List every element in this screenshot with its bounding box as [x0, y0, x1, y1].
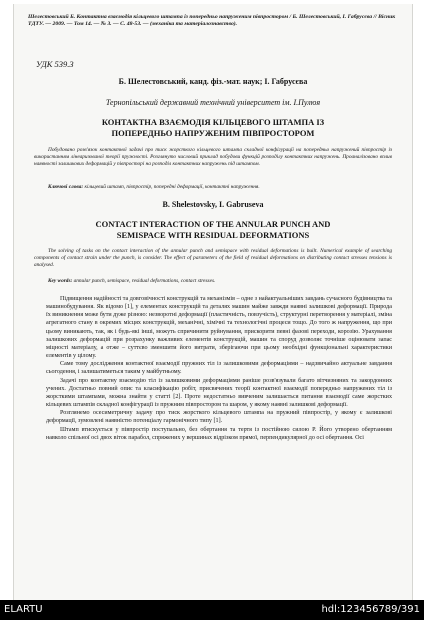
title-english-line1: CONTACT INTERACTION OF THE ANNULAR PUNCH AND	[95, 219, 331, 229]
keywords-ukrainian-label: Ключові слова:	[48, 184, 84, 190]
keywords-ukrainian-text: кільцевий штамп, півпростір, попередні деформації, контактні напруження.	[83, 184, 260, 190]
citation-header: Шелестовський Б. Контактна взаємодія кільцевого штампа із попередньо напруженим півпростором / Б. Шелестовський, І. Габрусєва // Вісник ТДТУ. — 2009. — Том 14. — № 3. — С. 48-53. — (механіка та матеріалознавство).	[28, 14, 396, 28]
udc-code: УДК 539.3	[36, 59, 74, 69]
authors-ukrainian: Б. Шелестовський, канд. фіз.-мат. наук; І. Габрусєва	[118, 77, 308, 86]
title-ukrainian	[26, 117, 400, 139]
repository-footer	[0, 600, 424, 620]
body-paragraph-3: Задачі про контактну взаємодію тіл із залишковими деформаціями раніше розв'язували багато вітчизняних та закордонних учених. Достатньо повний опис та класифікацію робіт, присвячених теорії контактної взаємодії попередньо напружених тіл із жорсткими штампами, можна знайти у статті [2]. Проте недостатньо вивченим залишається питання взаємодії саме жорстких кільцевих штампів складної конфігурації із пружним півпростором та шаром, у якому наявні залишкові деформації.	[46, 377, 392, 409]
handle-id[interactable]: hdl:123456789/391	[321, 604, 420, 615]
authors-english: B. Shelestovsky, I. Gabruseva	[162, 200, 264, 209]
title-ukrainian-line1: КОНТАКТНА ВЗАЄМОДІЯ КІЛЬЦЕВОГО ШТАМПА ІЗ	[101, 117, 325, 127]
paper-page	[13, 4, 413, 600]
body-paragraph-1: Підвищення надійності та довговічності конструкцій та механізмів – одне з найактуальніших завдань сучасного будівництва та машинобудування. Як відомо [1], у елементах конструкцій та деталях машин майже завжди наявні залишкові деформації. Природа їх виникнення може бути дуже різною: незворотні деформації (пластичність, повзучість), структурні перетворення у матеріалі, зміна агрегатного стану в окремих місцях конструкцій, механічні, хімічні та технологічні процеси тощо. До того ж напруження, що при цьому виникають, так, як і будь-які інші, можуть спричинити руйнування, прискорити певні фазові переходи, корозію. Урахування залишкових деформацій при розрахунку важливих елементів конструкцій, машин та споруд дозволяє точніше оцінювати запас міцності матеріалу, а отже – суттєво зменшити його витрати, зберігаючи при цьому необхідні функціональні характеристики елементів у цілому.	[46, 296, 392, 360]
body-paragraph-2: Саме тому дослідження контактної взаємодії пружних тіл із залишковими деформаціями – надзвичайно актуальне завдання сьогодення, і залишатиметься таким у майбутньому.	[46, 361, 392, 376]
abstract-ukrainian: Побудовано розв'язок контактної задачі про тиск жорсткого кільцевого штампа складної конфігурації на попередньо напружений півпростір із використанням лінеаризованої теорії пружності. Розглянуто числовий приклад побудови функцій розподілу контактних напружень. Проаналізовано вплив наявності залишкових деформацій у півпросторі на розподіл контактних напружень під штампом.	[34, 147, 392, 167]
body-text	[46, 295, 392, 442]
keywords-ukrainian	[48, 184, 392, 191]
abstract-english: The solving of tasks on the contact interaction of the annular punch and semispace with residual deformations is built. Numerical example of searching components of contact strain under the punch, is consider. The effect of parameters of the field of residual deformations on distributing contact stresses tensions is analysed.	[34, 248, 392, 268]
repository-name: ELARTU	[4, 604, 43, 615]
body-paragraph-4: Розглянемо осесиметричну задачу про тиск жорсткого кільцевого штампа на пружний півпростір, у якому є залишкові деформації, зумовлені наявністю потенціалу гармонічного типу [1].	[46, 410, 392, 425]
keywords-english-text: annular punch, semispace, residual deformations, contact stresses.	[72, 278, 216, 284]
affiliation: Тернопільський державний технічний університет ім. І.Пулюя	[105, 98, 321, 107]
title-english-line2: SEMISPACE WITH RESIDUAL DEFORMATIONS	[116, 230, 310, 240]
body-paragraph-5: Штамп втискується у півпростір поступально, без обертання та тертя із постійною силою P. Його утворено обертанням навколо спільної осі двох віток парабол, спряжених у вершинах відрізком прямої, перпендикулярної до осі обертання. Осі	[46, 426, 392, 441]
title-ukrainian-line2: ПОПЕРЕДНЬО НАПРУЖЕНИМ ПІВПРОСТОРОМ	[111, 128, 315, 138]
title-english	[26, 219, 400, 241]
keywords-english	[48, 278, 392, 285]
keywords-english-label: Key words:	[48, 278, 73, 284]
